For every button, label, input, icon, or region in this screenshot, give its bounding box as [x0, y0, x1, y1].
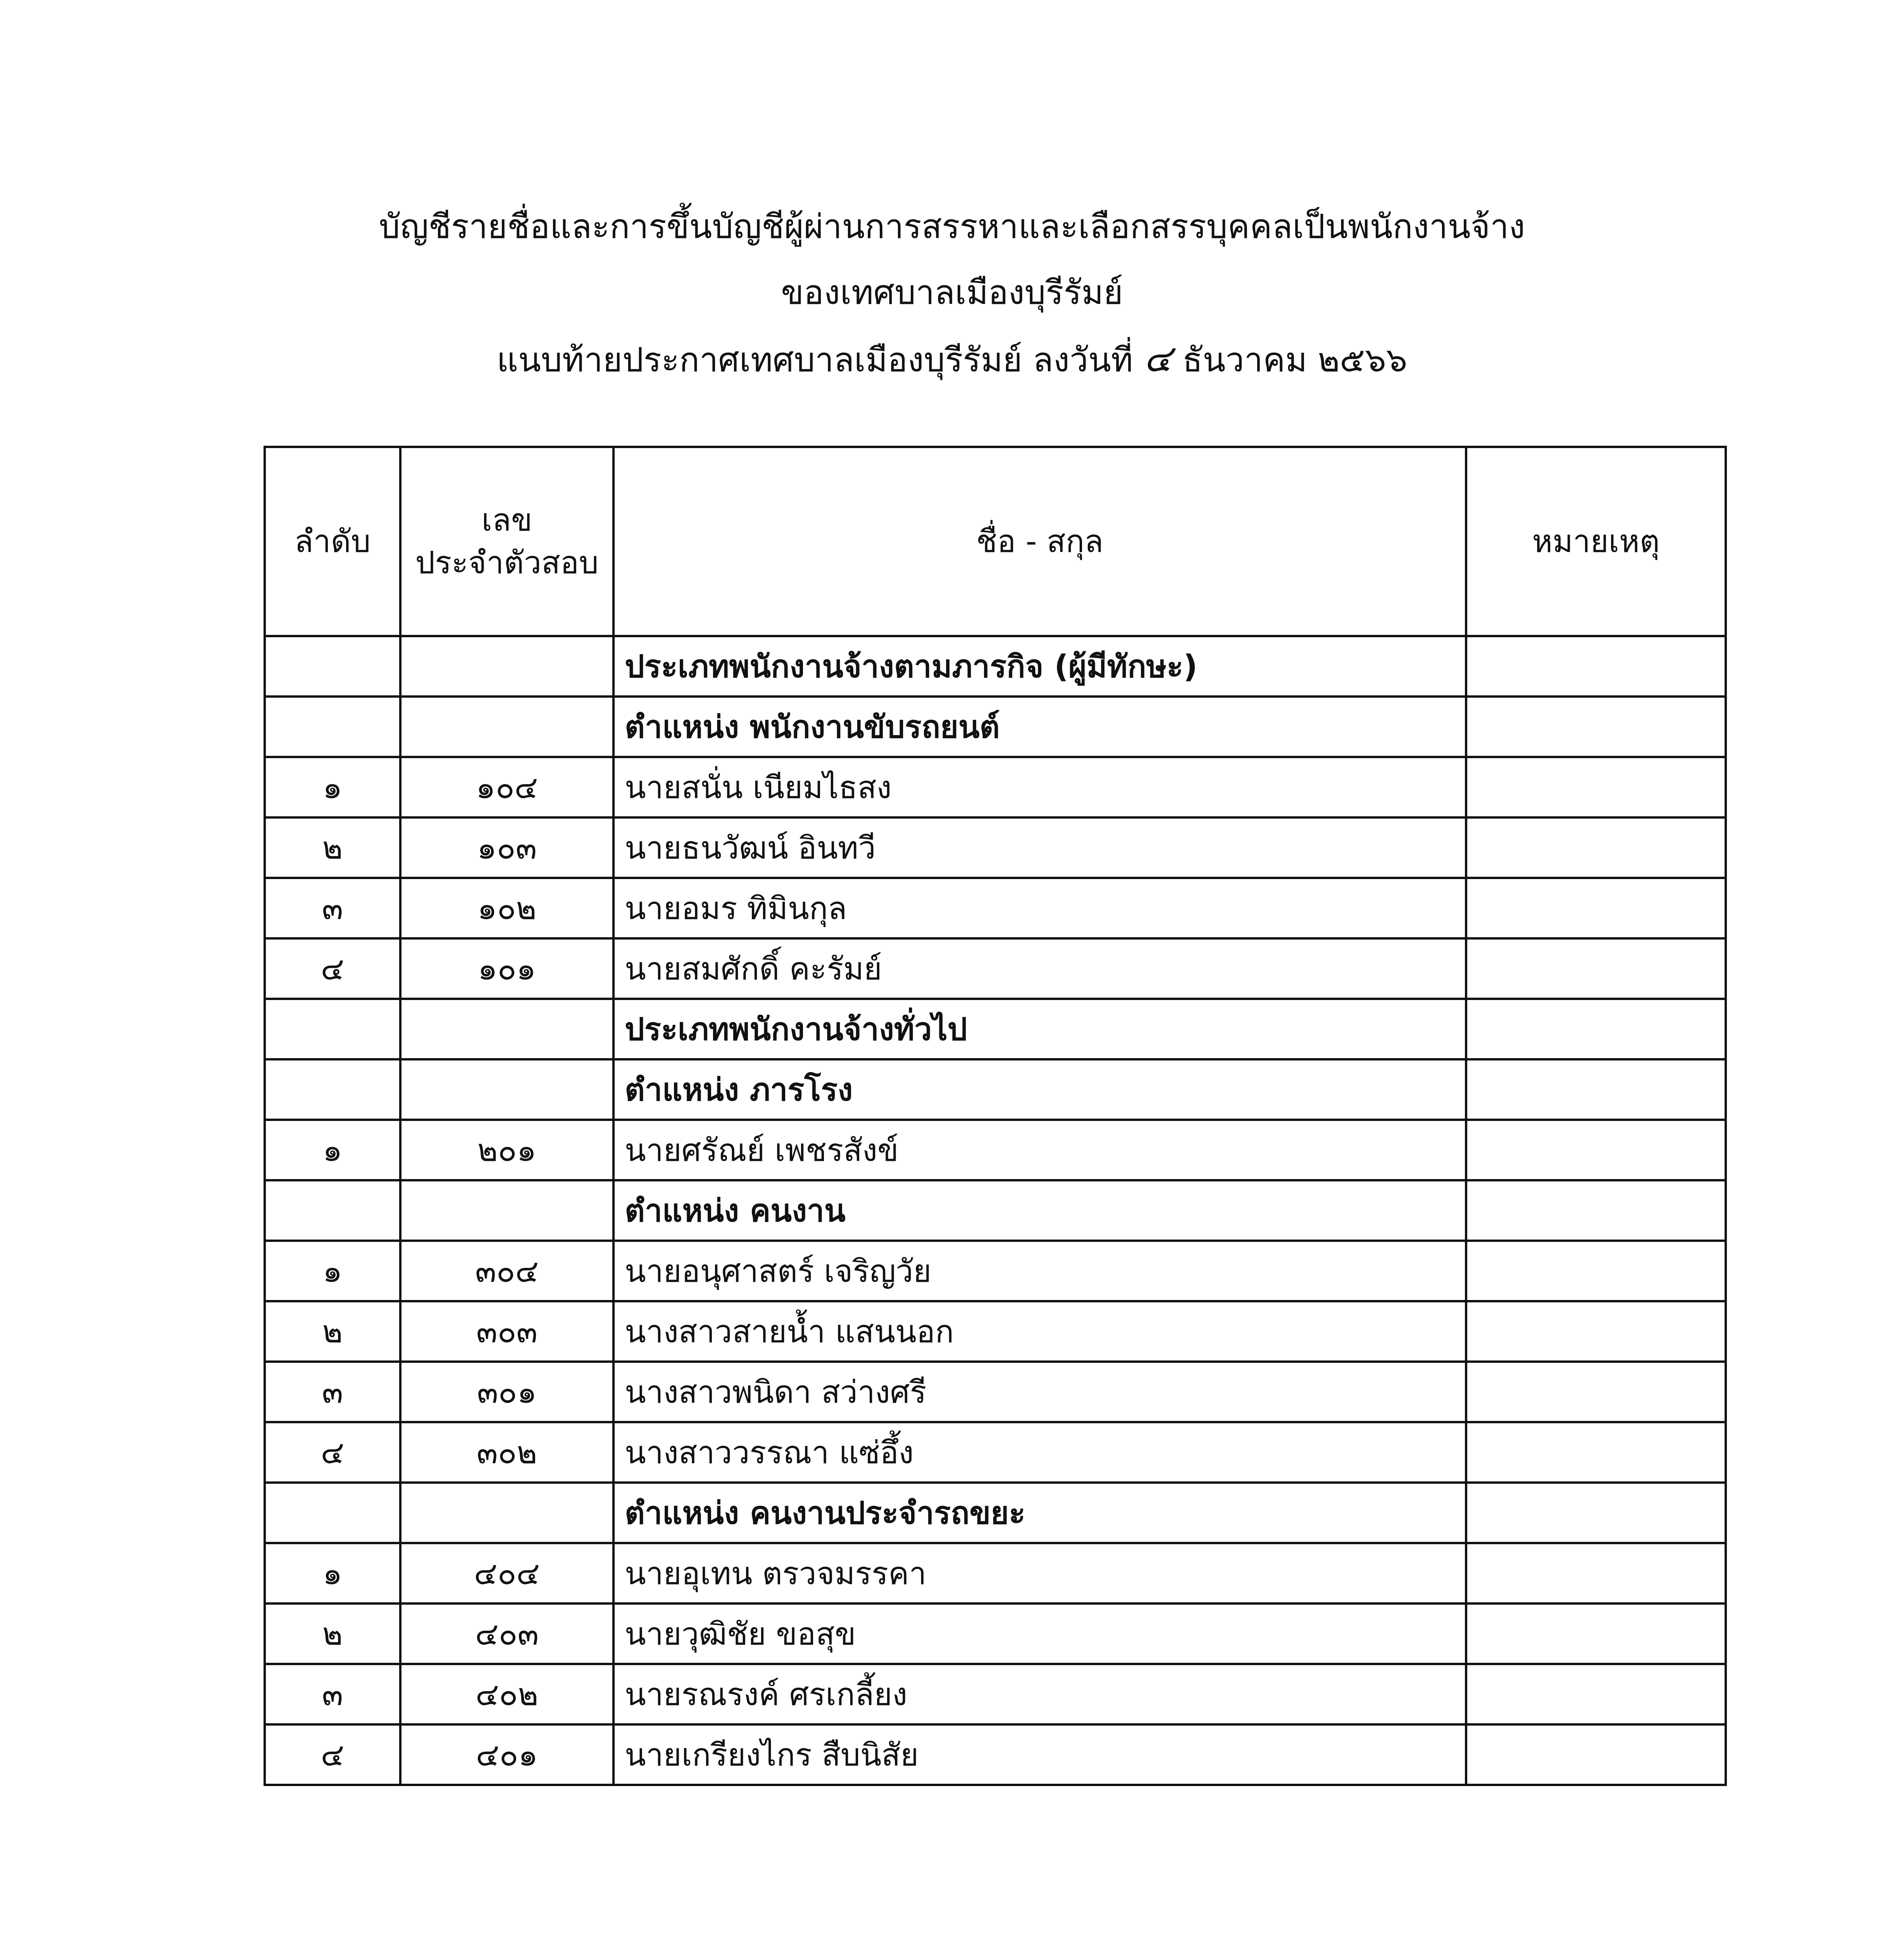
header-exam-id-line2: ประจำตัวสอบ	[415, 545, 599, 581]
exam-id-cell: ๑๐๔	[400, 757, 613, 817]
remark-cell	[1466, 1301, 1726, 1362]
remark-cell	[1466, 999, 1726, 1059]
remark-cell	[1466, 636, 1726, 697]
table-body	[265, 636, 1726, 1785]
order-cell	[265, 1483, 400, 1543]
remark-cell	[1466, 1422, 1726, 1483]
remark-cell	[1466, 878, 1726, 938]
name-cell: นายสนั่น เนียมไธสง	[613, 757, 1466, 817]
table-row	[265, 757, 1726, 817]
order-cell	[265, 1059, 400, 1120]
table-row	[265, 938, 1726, 999]
exam-id-cell: ๑๐๓	[400, 817, 613, 878]
name-cell: นางสาวสายน้ำ แสนนอก	[613, 1301, 1466, 1362]
order-cell: ๑	[265, 1120, 400, 1180]
exam-id-cell: ๓๐๓	[400, 1301, 613, 1362]
remark-cell	[1466, 1120, 1726, 1180]
order-cell: ๒	[265, 1301, 400, 1362]
name-cell: นายศรัณย์ เพชรสังข์	[613, 1120, 1466, 1180]
remark-cell	[1466, 1059, 1726, 1120]
remark-cell	[1466, 1483, 1726, 1543]
order-cell: ๒	[265, 817, 400, 878]
table-row	[265, 1362, 1726, 1422]
name-cell: นายเกรียงไกร สืบนิสัย	[613, 1724, 1466, 1785]
exam-id-cell: ๓๐๑	[400, 1362, 613, 1422]
order-cell: ๔	[265, 1724, 400, 1785]
exam-id-cell: ๔๐๒	[400, 1664, 613, 1724]
section-row	[265, 1059, 1726, 1120]
name-cell: นางสาวพนิดา สว่างศรี	[613, 1362, 1466, 1422]
exam-id-cell: ๓๐๔	[400, 1241, 613, 1301]
order-cell: ๓	[265, 1664, 400, 1724]
exam-id-cell: ๔๐๔	[400, 1543, 613, 1604]
order-cell: ๔	[265, 938, 400, 999]
order-cell: ๔	[265, 1422, 400, 1483]
order-cell: ๓	[265, 878, 400, 938]
table-row	[265, 817, 1726, 878]
remark-cell	[1466, 757, 1726, 817]
section-row	[265, 697, 1726, 757]
exam-id-cell	[400, 1059, 613, 1120]
order-cell: ๑	[265, 1241, 400, 1301]
name-cell: นายรณรงค์ ศรเกลี้ยง	[613, 1664, 1466, 1724]
exam-id-cell: ๔๐๑	[400, 1724, 613, 1785]
header-exam-id	[400, 447, 613, 636]
table-row	[265, 1604, 1726, 1664]
order-cell: ๓	[265, 1362, 400, 1422]
exam-id-cell	[400, 999, 613, 1059]
remark-cell	[1466, 1180, 1726, 1241]
document-subtitle: ของเทศบาลเมืองบุรีรัมย์	[781, 273, 1123, 312]
header-remark: หมายเหตุ	[1466, 447, 1726, 636]
section-row	[265, 1483, 1726, 1543]
exam-id-cell: ๑๐๑	[400, 938, 613, 999]
section-row	[265, 999, 1726, 1059]
header-name: ชื่อ - สกุล	[613, 447, 1466, 636]
table-row	[265, 1422, 1726, 1483]
table-row	[265, 1241, 1726, 1301]
remark-cell	[1466, 1604, 1726, 1664]
remark-cell	[1466, 1362, 1726, 1422]
name-cell: นายธนวัฒน์ อินทวี	[613, 817, 1466, 878]
exam-id-cell	[400, 697, 613, 757]
order-cell	[265, 1180, 400, 1241]
name-cell: ตำแหน่ง พนักงานขับรถยนต์	[613, 697, 1466, 757]
exam-id-cell: ๔๐๓	[400, 1604, 613, 1664]
table-row	[265, 1664, 1726, 1724]
name-cell: ประเภทพนักงานจ้างทั่วไป	[613, 999, 1466, 1059]
table-row	[265, 1301, 1726, 1362]
exam-id-cell: ๒๐๑	[400, 1120, 613, 1180]
candidate-table	[264, 446, 1727, 1786]
remark-cell	[1466, 1241, 1726, 1301]
exam-id-cell	[400, 1483, 613, 1543]
name-cell: ตำแหน่ง ภารโรง	[613, 1059, 1466, 1120]
exam-id-cell	[400, 1180, 613, 1241]
table-row	[265, 1724, 1726, 1785]
name-cell: ตำแหน่ง คนงานประจำรถขยะ	[613, 1483, 1466, 1543]
order-cell	[265, 697, 400, 757]
exam-id-cell	[400, 636, 613, 697]
document-title: บัญชีรายชื่อและการขึ้นบัญชีผู้ผ่านการสรรหาและเลือกสรรบุคคลเป็นพนักงานจ้าง	[379, 207, 1525, 246]
remark-cell	[1466, 1664, 1726, 1724]
order-cell	[265, 999, 400, 1059]
section-row	[265, 1180, 1726, 1241]
header-exam-id-line1: เลข	[481, 502, 532, 538]
table-row	[265, 878, 1726, 938]
table-row	[265, 1543, 1726, 1604]
name-cell: นายสมศักดิ์ คะรัมย์	[613, 938, 1466, 999]
exam-id-cell: ๓๐๒	[400, 1422, 613, 1483]
order-cell	[265, 636, 400, 697]
table-header-row	[265, 447, 1726, 636]
order-cell: ๑	[265, 1543, 400, 1604]
attachment-date-day: ๔	[1143, 337, 1172, 380]
remark-cell	[1466, 938, 1726, 999]
remark-cell	[1466, 1543, 1726, 1604]
attachment-date-prefix: แนบท้ายประกาศเทศบาลเมืองบุรีรัมย์ ลงวันที่	[496, 341, 1133, 379]
name-cell: นายอนุศาสตร์ เจริญวัย	[613, 1241, 1466, 1301]
remark-cell	[1466, 697, 1726, 757]
name-cell: ประเภทพนักงานจ้างตามภารกิจ (ผู้มีทักษะ)	[613, 636, 1466, 697]
table-row	[265, 1120, 1726, 1180]
order-cell: ๒	[265, 1604, 400, 1664]
order-cell: ๑	[265, 757, 400, 817]
remark-cell	[1466, 1724, 1726, 1785]
name-cell: นางสาววรรณา แซ่อึ้ง	[613, 1422, 1466, 1483]
exam-id-cell: ๑๐๒	[400, 878, 613, 938]
name-cell: นายวุฒิชัย ขอสุข	[613, 1604, 1466, 1664]
name-cell: ตำแหน่ง คนงาน	[613, 1180, 1466, 1241]
attachment-date-line	[0, 326, 1904, 393]
attachment-date-suffix: ธันวาคม ๒๕๖๖	[1182, 341, 1408, 379]
name-cell: นายอุเทน ตรวจมรรคา	[613, 1543, 1466, 1604]
header-order: ลำดับ	[265, 447, 400, 636]
remark-cell	[1466, 817, 1726, 878]
section-row	[265, 636, 1726, 697]
name-cell: นายอมร ทิมินกุล	[613, 878, 1466, 938]
